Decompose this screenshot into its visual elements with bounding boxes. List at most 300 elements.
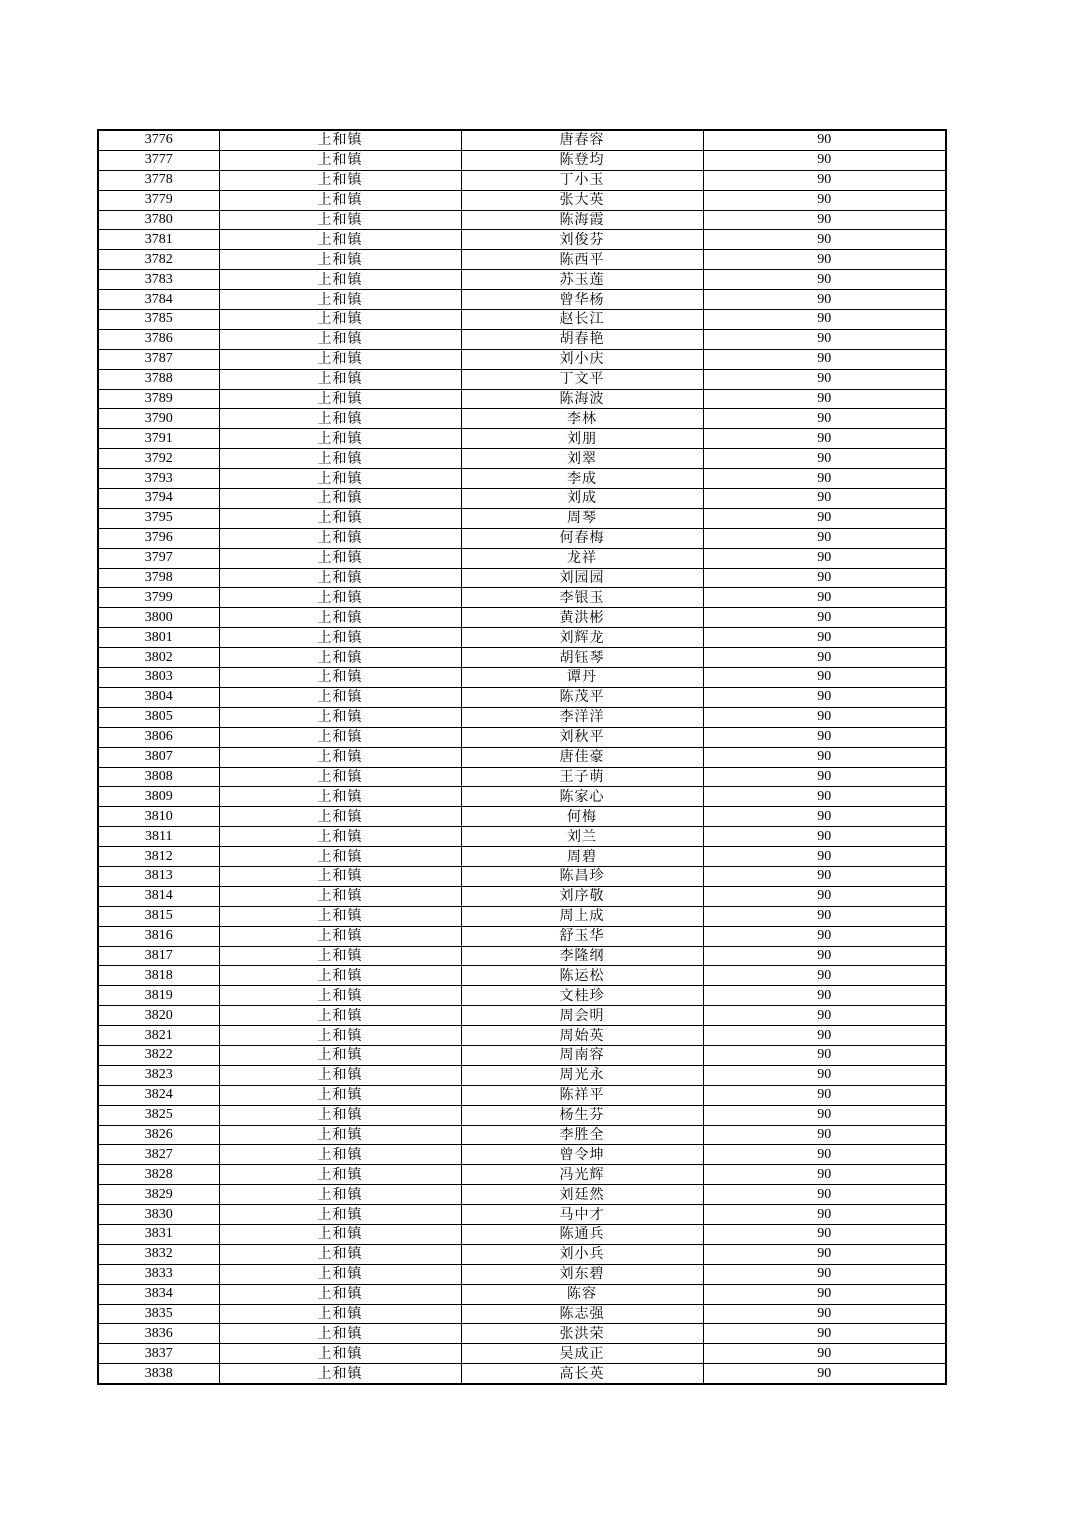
- name-cell: 陈容: [461, 1284, 703, 1304]
- town-cell: 上和镇: [219, 628, 461, 648]
- table-row: [98, 588, 946, 608]
- score-cell: 90: [703, 508, 946, 528]
- table-row: [98, 409, 946, 429]
- score-cell: 90: [703, 1125, 946, 1145]
- town-cell: 上和镇: [219, 1145, 461, 1165]
- data-table: [97, 129, 947, 1385]
- town-cell: 上和镇: [219, 827, 461, 847]
- table-row: [98, 290, 946, 310]
- table-row: [98, 1125, 946, 1145]
- score-cell: 90: [703, 926, 946, 946]
- name-cell: 陈通兵: [461, 1224, 703, 1244]
- town-cell: 上和镇: [219, 668, 461, 688]
- score-cell: 90: [703, 1205, 946, 1225]
- score-cell: 90: [703, 807, 946, 827]
- town-cell: 上和镇: [219, 409, 461, 429]
- score-cell: 90: [703, 648, 946, 668]
- name-cell: 周光永: [461, 1065, 703, 1085]
- town-cell: 上和镇: [219, 1344, 461, 1364]
- score-cell: 90: [703, 548, 946, 568]
- table-row: [98, 349, 946, 369]
- row-number-cell: 3821: [98, 1026, 219, 1046]
- name-cell: 黄洪彬: [461, 608, 703, 628]
- row-number-cell: 3816: [98, 926, 219, 946]
- score-cell: 90: [703, 1006, 946, 1026]
- score-cell: 90: [703, 1065, 946, 1085]
- name-cell: 唐佳豪: [461, 747, 703, 767]
- table-row: [98, 508, 946, 528]
- score-cell: 90: [703, 489, 946, 509]
- town-cell: 上和镇: [219, 1264, 461, 1284]
- row-number-cell: 3828: [98, 1165, 219, 1185]
- table-row: [98, 668, 946, 688]
- row-number-cell: 3830: [98, 1205, 219, 1225]
- table-row: [98, 926, 946, 946]
- town-cell: 上和镇: [219, 1125, 461, 1145]
- town-cell: 上和镇: [219, 946, 461, 966]
- row-number-cell: 3835: [98, 1304, 219, 1324]
- town-cell: 上和镇: [219, 548, 461, 568]
- score-cell: 90: [703, 966, 946, 986]
- score-cell: 90: [703, 1085, 946, 1105]
- score-cell: 90: [703, 707, 946, 727]
- town-cell: 上和镇: [219, 270, 461, 290]
- name-cell: 龙祥: [461, 548, 703, 568]
- row-number-cell: 3831: [98, 1224, 219, 1244]
- table-row: [98, 648, 946, 668]
- town-cell: 上和镇: [219, 230, 461, 250]
- town-cell: 上和镇: [219, 966, 461, 986]
- name-cell: 周会明: [461, 1006, 703, 1026]
- town-cell: 上和镇: [219, 1364, 461, 1384]
- town-cell: 上和镇: [219, 170, 461, 190]
- row-number-cell: 3799: [98, 588, 219, 608]
- name-cell: 刘秋平: [461, 727, 703, 747]
- town-cell: 上和镇: [219, 1224, 461, 1244]
- score-cell: 90: [703, 946, 946, 966]
- score-cell: 90: [703, 1344, 946, 1364]
- table-body: [98, 130, 946, 1384]
- score-cell: 90: [703, 787, 946, 807]
- table-row: [98, 190, 946, 210]
- row-number-cell: 3803: [98, 668, 219, 688]
- town-cell: 上和镇: [219, 429, 461, 449]
- table-row: [98, 1065, 946, 1085]
- score-cell: 90: [703, 329, 946, 349]
- table-row: [98, 369, 946, 389]
- score-cell: 90: [703, 568, 946, 588]
- town-cell: 上和镇: [219, 528, 461, 548]
- name-cell: 舒玉华: [461, 926, 703, 946]
- name-cell: 丁文平: [461, 369, 703, 389]
- score-cell: 90: [703, 528, 946, 548]
- name-cell: 丁小玉: [461, 170, 703, 190]
- row-number-cell: 3838: [98, 1364, 219, 1384]
- row-number-cell: 3778: [98, 170, 219, 190]
- row-number-cell: 3794: [98, 489, 219, 509]
- town-cell: 上和镇: [219, 1205, 461, 1225]
- score-cell: 90: [703, 1364, 946, 1384]
- name-cell: 周始英: [461, 1026, 703, 1046]
- row-number-cell: 3810: [98, 807, 219, 827]
- score-cell: 90: [703, 1045, 946, 1065]
- score-cell: 90: [703, 409, 946, 429]
- town-cell: 上和镇: [219, 588, 461, 608]
- name-cell: 刘园园: [461, 568, 703, 588]
- name-cell: 刘东碧: [461, 1264, 703, 1284]
- town-cell: 上和镇: [219, 190, 461, 210]
- town-cell: 上和镇: [219, 648, 461, 668]
- score-cell: 90: [703, 866, 946, 886]
- town-cell: 上和镇: [219, 906, 461, 926]
- row-number-cell: 3797: [98, 548, 219, 568]
- name-cell: 陈运松: [461, 966, 703, 986]
- row-number-cell: 3829: [98, 1185, 219, 1205]
- town-cell: 上和镇: [219, 1284, 461, 1304]
- row-number-cell: 3790: [98, 409, 219, 429]
- town-cell: 上和镇: [219, 489, 461, 509]
- town-cell: 上和镇: [219, 608, 461, 628]
- table-row: [98, 946, 946, 966]
- row-number-cell: 3776: [98, 130, 219, 150]
- score-cell: 90: [703, 190, 946, 210]
- town-cell: 上和镇: [219, 310, 461, 330]
- score-cell: 90: [703, 290, 946, 310]
- table-row: [98, 210, 946, 230]
- score-cell: 90: [703, 588, 946, 608]
- score-cell: 90: [703, 170, 946, 190]
- name-cell: 李胜全: [461, 1125, 703, 1145]
- name-cell: 曾令坤: [461, 1145, 703, 1165]
- name-cell: 周上成: [461, 906, 703, 926]
- score-cell: 90: [703, 1026, 946, 1046]
- name-cell: 曾华杨: [461, 290, 703, 310]
- town-cell: 上和镇: [219, 1026, 461, 1046]
- name-cell: 刘小兵: [461, 1244, 703, 1264]
- town-cell: 上和镇: [219, 389, 461, 409]
- score-cell: 90: [703, 389, 946, 409]
- row-number-cell: 3805: [98, 707, 219, 727]
- row-number-cell: 3788: [98, 369, 219, 389]
- table-row: [98, 787, 946, 807]
- table-row: [98, 966, 946, 986]
- score-cell: 90: [703, 668, 946, 688]
- town-cell: 上和镇: [219, 449, 461, 469]
- row-number-cell: 3808: [98, 767, 219, 787]
- town-cell: 上和镇: [219, 866, 461, 886]
- row-number-cell: 3801: [98, 628, 219, 648]
- town-cell: 上和镇: [219, 150, 461, 170]
- name-cell: 杨生芬: [461, 1105, 703, 1125]
- table-row: [98, 1324, 946, 1344]
- row-number-cell: 3793: [98, 469, 219, 489]
- town-cell: 上和镇: [219, 369, 461, 389]
- row-number-cell: 3785: [98, 310, 219, 330]
- name-cell: 何春梅: [461, 528, 703, 548]
- name-cell: 刘小庆: [461, 349, 703, 369]
- name-cell: 李隆纲: [461, 946, 703, 966]
- table-row: [98, 170, 946, 190]
- row-number-cell: 3807: [98, 747, 219, 767]
- score-cell: 90: [703, 429, 946, 449]
- name-cell: 刘成: [461, 489, 703, 509]
- table-row: [98, 469, 946, 489]
- table-row: [98, 1304, 946, 1324]
- table-row: [98, 270, 946, 290]
- row-number-cell: 3786: [98, 329, 219, 349]
- row-number-cell: 3811: [98, 827, 219, 847]
- score-cell: 90: [703, 1224, 946, 1244]
- row-number-cell: 3784: [98, 290, 219, 310]
- score-cell: 90: [703, 250, 946, 270]
- score-cell: 90: [703, 827, 946, 847]
- name-cell: 陈家心: [461, 787, 703, 807]
- table-row: [98, 1105, 946, 1125]
- name-cell: 李成: [461, 469, 703, 489]
- town-cell: 上和镇: [219, 250, 461, 270]
- town-cell: 上和镇: [219, 329, 461, 349]
- score-cell: 90: [703, 130, 946, 150]
- row-number-cell: 3800: [98, 608, 219, 628]
- score-cell: 90: [703, 986, 946, 1006]
- name-cell: 陈海波: [461, 389, 703, 409]
- row-number-cell: 3825: [98, 1105, 219, 1125]
- table-row: [98, 1244, 946, 1264]
- town-cell: 上和镇: [219, 1244, 461, 1264]
- table-row: [98, 747, 946, 767]
- town-cell: 上和镇: [219, 747, 461, 767]
- town-cell: 上和镇: [219, 986, 461, 1006]
- score-cell: 90: [703, 1304, 946, 1324]
- row-number-cell: 3780: [98, 210, 219, 230]
- name-cell: 陈登均: [461, 150, 703, 170]
- name-cell: 李林: [461, 409, 703, 429]
- row-number-cell: 3832: [98, 1244, 219, 1264]
- table-row: [98, 1344, 946, 1364]
- name-cell: 周琴: [461, 508, 703, 528]
- table-row: [98, 250, 946, 270]
- town-cell: 上和镇: [219, 1065, 461, 1085]
- name-cell: 胡钰琴: [461, 648, 703, 668]
- name-cell: 刘俊芬: [461, 230, 703, 250]
- row-number-cell: 3827: [98, 1145, 219, 1165]
- table-row: [98, 329, 946, 349]
- table-row: [98, 1185, 946, 1205]
- table-row: [98, 886, 946, 906]
- score-cell: 90: [703, 210, 946, 230]
- table-row: [98, 429, 946, 449]
- name-cell: 高长英: [461, 1364, 703, 1384]
- score-cell: 90: [703, 767, 946, 787]
- name-cell: 张洪荣: [461, 1324, 703, 1344]
- town-cell: 上和镇: [219, 1045, 461, 1065]
- table-row: [98, 1205, 946, 1225]
- score-cell: 90: [703, 1165, 946, 1185]
- name-cell: 周碧: [461, 847, 703, 867]
- town-cell: 上和镇: [219, 1304, 461, 1324]
- score-cell: 90: [703, 1324, 946, 1344]
- row-number-cell: 3798: [98, 568, 219, 588]
- table-row: [98, 986, 946, 1006]
- name-cell: 刘翠: [461, 449, 703, 469]
- row-number-cell: 3796: [98, 528, 219, 548]
- name-cell: 赵长江: [461, 310, 703, 330]
- table-row: [98, 1145, 946, 1165]
- score-cell: 90: [703, 310, 946, 330]
- town-cell: 上和镇: [219, 1105, 461, 1125]
- score-cell: 90: [703, 1185, 946, 1205]
- name-cell: 马中才: [461, 1205, 703, 1225]
- table-row: [98, 1045, 946, 1065]
- row-number-cell: 3817: [98, 946, 219, 966]
- name-cell: 刘朋: [461, 429, 703, 449]
- table-row: [98, 727, 946, 747]
- row-number-cell: 3792: [98, 449, 219, 469]
- table-row: [98, 1026, 946, 1046]
- score-cell: 90: [703, 449, 946, 469]
- score-cell: 90: [703, 270, 946, 290]
- table-row: [98, 230, 946, 250]
- score-cell: 90: [703, 1284, 946, 1304]
- name-cell: 陈祥平: [461, 1085, 703, 1105]
- row-number-cell: 3823: [98, 1065, 219, 1085]
- table-row: [98, 767, 946, 787]
- name-cell: 李洋洋: [461, 707, 703, 727]
- name-cell: 胡春艳: [461, 329, 703, 349]
- name-cell: 刘序敬: [461, 886, 703, 906]
- name-cell: 冯光辉: [461, 1165, 703, 1185]
- row-number-cell: 3814: [98, 886, 219, 906]
- table-row: [98, 628, 946, 648]
- table-row: [98, 1364, 946, 1384]
- row-number-cell: 3826: [98, 1125, 219, 1145]
- row-number-cell: 3804: [98, 687, 219, 707]
- table-row: [98, 1085, 946, 1105]
- name-cell: 李银玉: [461, 588, 703, 608]
- table-row: [98, 528, 946, 548]
- row-number-cell: 3812: [98, 847, 219, 867]
- score-cell: 90: [703, 1105, 946, 1125]
- score-cell: 90: [703, 847, 946, 867]
- table-row: [98, 1264, 946, 1284]
- row-number-cell: 3809: [98, 787, 219, 807]
- name-cell: 周南容: [461, 1045, 703, 1065]
- row-number-cell: 3818: [98, 966, 219, 986]
- score-cell: 90: [703, 747, 946, 767]
- town-cell: 上和镇: [219, 767, 461, 787]
- score-cell: 90: [703, 1264, 946, 1284]
- row-number-cell: 3777: [98, 150, 219, 170]
- town-cell: 上和镇: [219, 1324, 461, 1344]
- table-row: [98, 707, 946, 727]
- row-number-cell: 3791: [98, 429, 219, 449]
- score-cell: 90: [703, 349, 946, 369]
- town-cell: 上和镇: [219, 787, 461, 807]
- table-row: [98, 847, 946, 867]
- name-cell: 刘廷然: [461, 1185, 703, 1205]
- score-cell: 90: [703, 906, 946, 926]
- row-number-cell: 3802: [98, 648, 219, 668]
- row-number-cell: 3795: [98, 508, 219, 528]
- town-cell: 上和镇: [219, 807, 461, 827]
- row-number-cell: 3813: [98, 866, 219, 886]
- row-number-cell: 3819: [98, 986, 219, 1006]
- row-number-cell: 3815: [98, 906, 219, 926]
- town-cell: 上和镇: [219, 1085, 461, 1105]
- table-row: [98, 1224, 946, 1244]
- table-row: [98, 130, 946, 150]
- name-cell: 陈志强: [461, 1304, 703, 1324]
- score-cell: 90: [703, 150, 946, 170]
- town-cell: 上和镇: [219, 508, 461, 528]
- row-number-cell: 3787: [98, 349, 219, 369]
- score-cell: 90: [703, 230, 946, 250]
- row-number-cell: 3837: [98, 1344, 219, 1364]
- row-number-cell: 3822: [98, 1045, 219, 1065]
- score-cell: 90: [703, 1145, 946, 1165]
- town-cell: 上和镇: [219, 886, 461, 906]
- row-number-cell: 3806: [98, 727, 219, 747]
- name-cell: 陈西平: [461, 250, 703, 270]
- row-number-cell: 3783: [98, 270, 219, 290]
- town-cell: 上和镇: [219, 290, 461, 310]
- score-cell: 90: [703, 369, 946, 389]
- table-row: [98, 489, 946, 509]
- town-cell: 上和镇: [219, 687, 461, 707]
- table-row: [98, 1165, 946, 1185]
- row-number-cell: 3779: [98, 190, 219, 210]
- name-cell: 王子萌: [461, 767, 703, 787]
- row-number-cell: 3824: [98, 1085, 219, 1105]
- town-cell: 上和镇: [219, 847, 461, 867]
- row-number-cell: 3820: [98, 1006, 219, 1026]
- table-row: [98, 548, 946, 568]
- table-row: [98, 906, 946, 926]
- table-row: [98, 866, 946, 886]
- score-cell: 90: [703, 1244, 946, 1264]
- table-row: [98, 310, 946, 330]
- town-cell: 上和镇: [219, 568, 461, 588]
- table-row: [98, 1284, 946, 1304]
- table-row: [98, 807, 946, 827]
- name-cell: 陈茂平: [461, 687, 703, 707]
- name-cell: 吴成正: [461, 1344, 703, 1364]
- score-cell: 90: [703, 886, 946, 906]
- row-number-cell: 3781: [98, 230, 219, 250]
- town-cell: 上和镇: [219, 727, 461, 747]
- table-row: [98, 449, 946, 469]
- name-cell: 张大英: [461, 190, 703, 210]
- table-row: [98, 827, 946, 847]
- row-number-cell: 3836: [98, 1324, 219, 1344]
- row-number-cell: 3789: [98, 389, 219, 409]
- row-number-cell: 3833: [98, 1264, 219, 1284]
- score-cell: 90: [703, 628, 946, 648]
- name-cell: 唐春容: [461, 130, 703, 150]
- table-row: [98, 608, 946, 628]
- score-cell: 90: [703, 608, 946, 628]
- town-cell: 上和镇: [219, 349, 461, 369]
- name-cell: 刘辉龙: [461, 628, 703, 648]
- table-row: [98, 1006, 946, 1026]
- town-cell: 上和镇: [219, 210, 461, 230]
- name-cell: 陈昌珍: [461, 866, 703, 886]
- name-cell: 谭丹: [461, 668, 703, 688]
- name-cell: 何梅: [461, 807, 703, 827]
- town-cell: 上和镇: [219, 707, 461, 727]
- town-cell: 上和镇: [219, 469, 461, 489]
- score-cell: 90: [703, 727, 946, 747]
